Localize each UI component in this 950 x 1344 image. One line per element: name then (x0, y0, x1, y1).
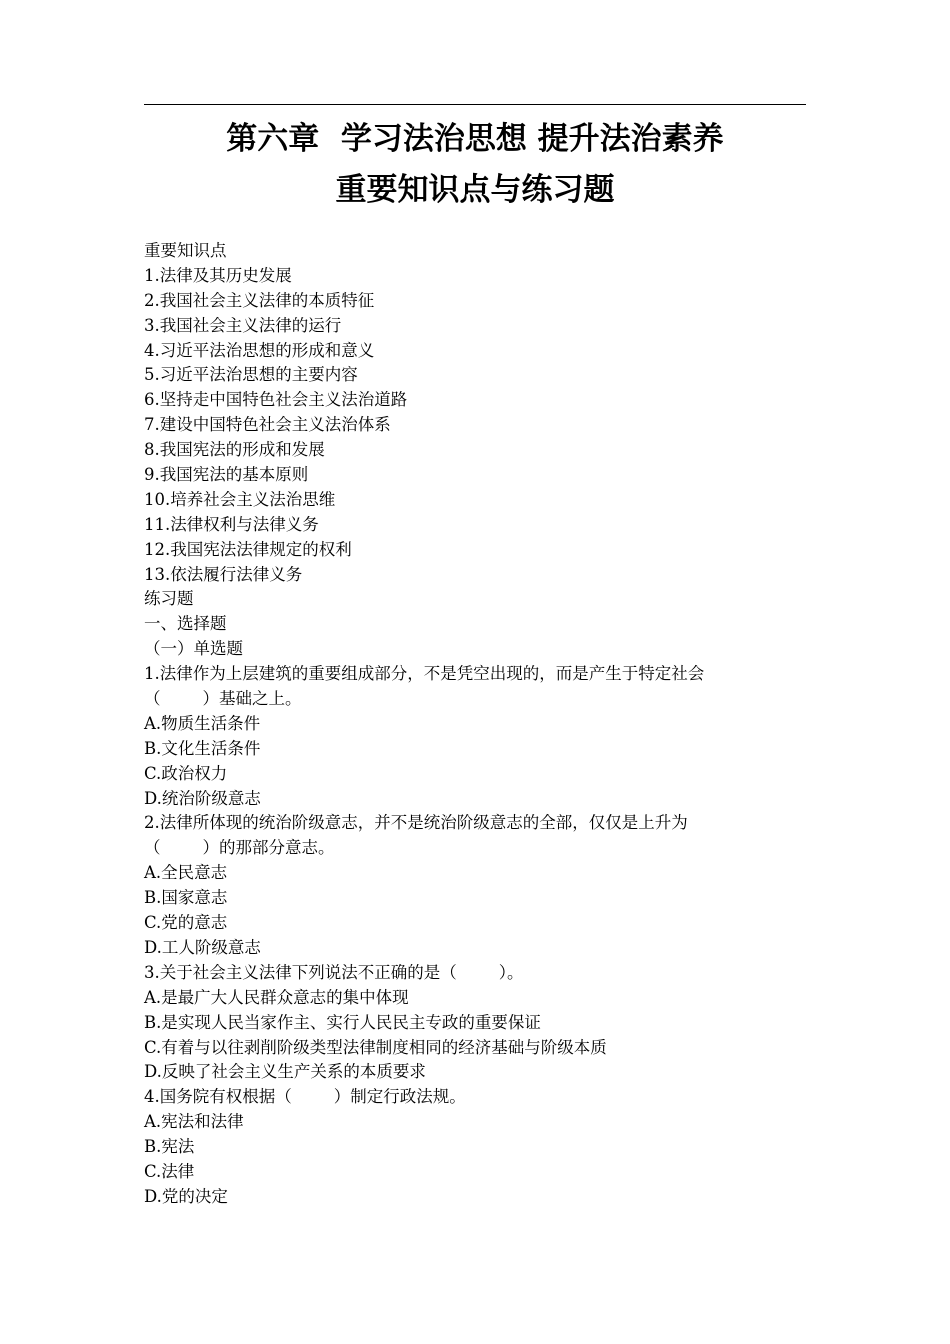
section-heading-choice: 一、选择题 (144, 614, 227, 634)
key-point-item: 2.我国社会主义法律的本质特征 (144, 290, 375, 310)
answer-option: A.物质生活条件 (144, 713, 261, 733)
key-point-item: 7.建设中国特色社会主义法治体系 (144, 415, 391, 435)
key-point-item: 13.依法履行法律义务 (144, 564, 303, 584)
question-text: （ ）的那部分意志。 (144, 838, 335, 858)
question-text: 3.关于社会主义法律下列说法不正确的是（ ）。 (144, 962, 524, 982)
question-text: （ ）基础之上。 (144, 689, 302, 709)
key-point-item: 6.坚持走中国特色社会主义法治道路 (144, 390, 408, 410)
top-rule (144, 104, 806, 105)
key-point-item: 9.我国宪法的基本原则 (144, 465, 309, 485)
answer-option: B.国家意志 (144, 888, 228, 908)
key-point-item: 8.我国宪法的形成和发展 (144, 440, 325, 460)
section-heading-single-choice: （一）单选题 (144, 639, 243, 659)
answer-option: A.宪法和法律 (144, 1112, 244, 1132)
page-subtitle: 重要知识点与练习题 (335, 172, 615, 208)
key-point-item: 4.习近平法治思想的形成和意义 (144, 340, 375, 360)
key-point-item: 11.法律权利与法律义务 (144, 514, 319, 534)
key-point-item: 12.我国宪法法律规定的权利 (144, 539, 352, 559)
answer-option: D.反映了社会主义生产关系的本质要求 (144, 1062, 426, 1082)
page-title: 第六章 学习法治思想 提升法治素养 (226, 121, 724, 157)
answer-option: C.法律 (144, 1161, 195, 1181)
question-text: 1.法律作为上层建筑的重要组成部分，不是凭空出现的，而是产生于特定社会 (144, 664, 705, 684)
document-body (144, 239, 806, 1210)
answer-option: D.统治阶级意志 (144, 788, 261, 808)
question-text: 2.法律所体现的统治阶级意志，并不是统治阶级意志的全部，仅仅是上升为 (144, 813, 688, 833)
answer-option: B.宪法 (144, 1137, 195, 1157)
answer-option: B.是实现人民当家作主、实行人民民主专政的重要保证 (144, 1012, 541, 1032)
answer-option: C.党的意志 (144, 913, 228, 933)
key-point-item: 10.培养社会主义法治思维 (144, 489, 336, 509)
key-point-item: 3.我国社会主义法律的运行 (144, 315, 342, 335)
key-point-item: 1.法律及其历史发展 (144, 265, 292, 285)
key-point-item: 5.习近平法治思想的主要内容 (144, 365, 358, 385)
answer-option: D.党的决定 (144, 1186, 228, 1206)
section-heading-exercises: 练习题 (144, 589, 194, 609)
answer-option: C.政治权力 (144, 763, 228, 783)
question-text: 4.国务院有权根据（ ）制定行政法规。 (144, 1087, 466, 1107)
answer-option: A.是最广大人民群众意志的集中体现 (144, 987, 409, 1007)
section-heading-key-points: 重要知识点 (144, 241, 227, 260)
answer-option: A.全民意志 (144, 863, 228, 883)
answer-option: B.文化生活条件 (144, 738, 261, 758)
answer-option: C.有着与以往剥削阶级类型法律制度相同的经济基础与阶级本质 (144, 1037, 607, 1057)
answer-option: D.工人阶级意志 (144, 937, 261, 957)
